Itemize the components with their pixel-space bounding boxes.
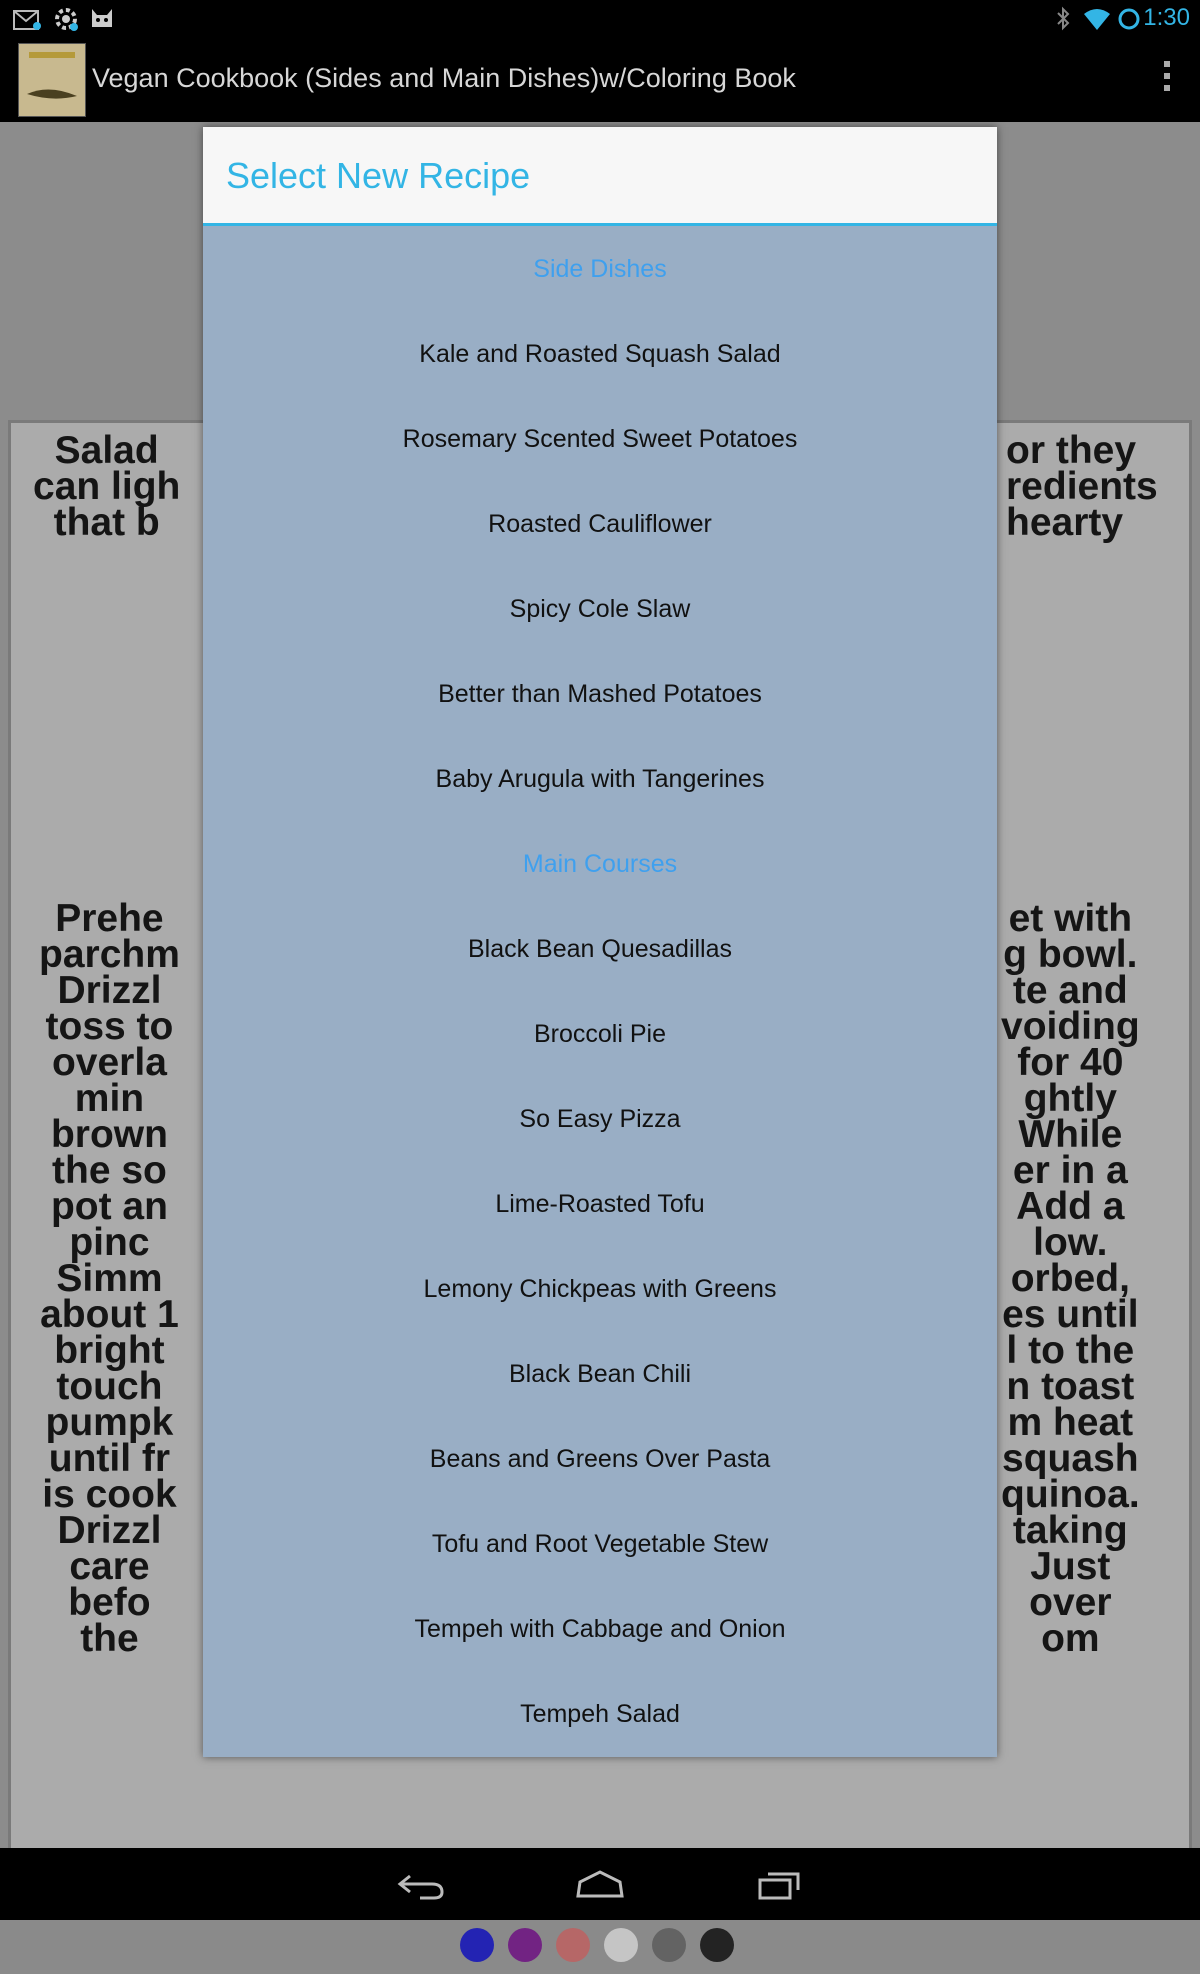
bluetooth-icon: [1054, 5, 1072, 33]
recipe-list-item[interactable]: Kale and Roasted Squash Salad: [419, 340, 781, 368]
bg-intro-left: Salad can ligh that b: [33, 429, 181, 544]
recipe-list-item[interactable]: Rosemary Scented Sweet Potatoes: [402, 425, 798, 453]
recipe-list-item[interactable]: So Easy Pizza: [519, 1105, 681, 1133]
color-swatch[interactable]: [700, 1928, 734, 1962]
recipe-list-item[interactable]: Broccoli Pie: [534, 1020, 666, 1048]
section-header: Side Dishes: [533, 255, 667, 283]
recipe-list-item[interactable]: Tofu and Root Vegetable Stew: [431, 1530, 769, 1558]
clock: 1:30: [1143, 4, 1190, 31]
color-swatch[interactable]: [460, 1928, 494, 1962]
home-icon[interactable]: [570, 1862, 630, 1906]
gmail-icon: [12, 5, 42, 33]
bg-intro-right: or they redients hearty: [1006, 429, 1158, 544]
cat-icon: [88, 5, 116, 33]
dialog-header: [203, 127, 997, 226]
action-bar: [0, 37, 1200, 122]
recipe-list-item[interactable]: Spicy Cole Slaw: [509, 595, 691, 623]
recipe-list-item[interactable]: Lime-Roasted Tofu: [495, 1190, 705, 1218]
section-header: Main Courses: [522, 850, 678, 878]
recipe-list-item[interactable]: Roasted Cauliflower: [488, 510, 712, 538]
color-swatch[interactable]: [652, 1928, 686, 1962]
dialog-title: Select New Recipe: [226, 155, 531, 196]
recipe-list: [203, 227, 997, 1757]
app-logo[interactable]: [18, 43, 86, 117]
recipe-list-item[interactable]: Beans and Greens Over Pasta: [429, 1445, 771, 1473]
select-recipe-dialog: [203, 127, 997, 1757]
recent-apps-icon[interactable]: [750, 1862, 810, 1906]
recipe-list-item[interactable]: Tempeh Salad: [520, 1700, 680, 1728]
settings-gear-icon: [52, 5, 80, 33]
navigation-bar: [0, 1848, 1200, 1920]
sync-circle-icon: [1116, 5, 1142, 33]
app-title: Vegan Cookbook (Sides and Main Dishes)w/Coloring Book: [92, 63, 796, 93]
back-icon[interactable]: [390, 1862, 450, 1906]
recipe-list-item[interactable]: Lemony Chickpeas with Greens: [423, 1275, 777, 1303]
color-swatch[interactable]: [604, 1928, 638, 1962]
recipe-list-item[interactable]: Baby Arugula with Tangerines: [435, 765, 765, 793]
wifi-icon: [1082, 5, 1112, 33]
recipe-list-item[interactable]: Black Bean Chili: [508, 1360, 692, 1388]
overflow-menu-icon[interactable]: [1162, 61, 1172, 97]
recipe-list-item[interactable]: Black Bean Quesadillas: [467, 935, 733, 963]
recipe-list-item[interactable]: Tempeh with Cabbage and Onion: [414, 1615, 786, 1643]
color-swatch[interactable]: [556, 1928, 590, 1962]
status-bar: [0, 0, 1200, 37]
bg-body-right: et with g bowl. te and voiding for 40 ghtly While er in a Add a low. orbed, es until l to the n toast m heat squash quinoa. taking Just over om: [1001, 897, 1140, 1660]
recipe-list-item[interactable]: Better than Mashed Potatoes: [438, 680, 762, 708]
bg-body-left: Prehe parchm Drizzl toss to overla min brown the so pot an pinc Simm about 1 bright touch pumpk until fr is cook Drizzl care befo the: [39, 897, 180, 1660]
color-swatch[interactable]: [508, 1928, 542, 1962]
